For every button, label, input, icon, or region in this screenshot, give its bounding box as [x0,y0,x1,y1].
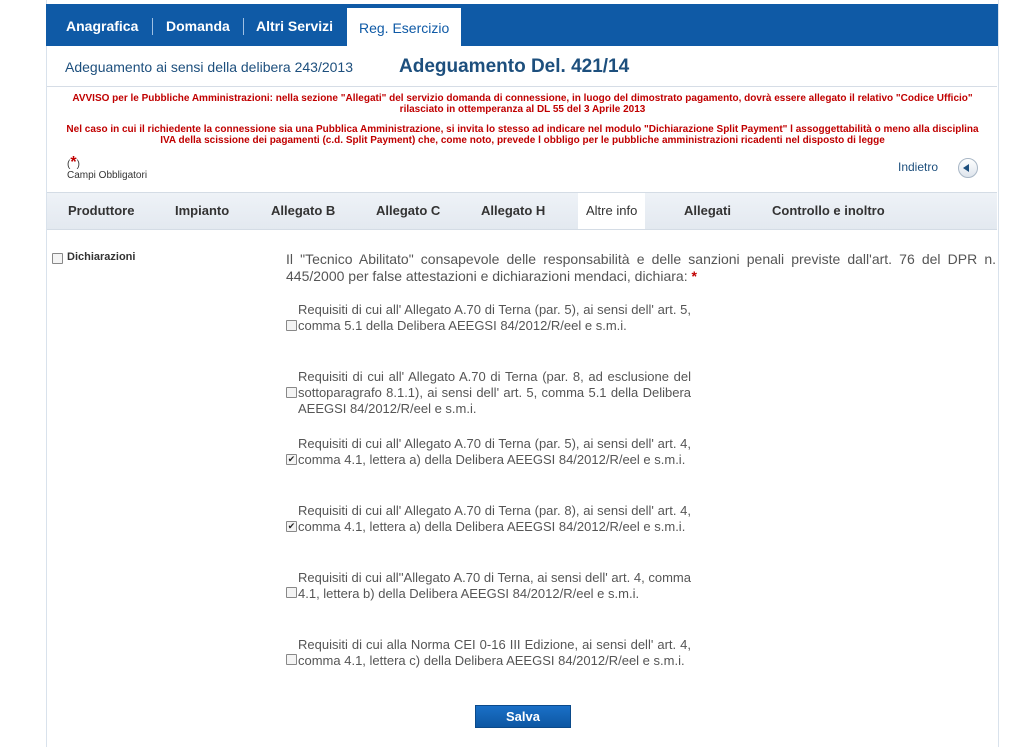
tab-controllo-inoltro[interactable]: Controllo e inoltro [772,203,885,218]
required-legend: (*) Campi Obbligatori [67,154,148,181]
required-star: * [691,268,697,284]
dichiarazioni-checkbox[interactable] [52,253,63,264]
page-title: Adeguamento Del. 421/14 [399,56,630,77]
nav-separator [243,18,244,35]
tab-anagrafica[interactable]: Anagrafica [66,18,139,34]
back-link[interactable]: Indietro [898,160,939,174]
option-checkbox-5[interactable] [286,587,297,598]
declaration-intro [286,251,996,285]
option-label-1: Requisiti di cui all' Allegato A.70 di Terna (par. 5), ai sensi dell' art. 5, comma 5.1 della Delibera AEEGSI 84/2012/R/eel e s.m.i. [298,302,691,333]
option-label-4: Requisiti di cui all' Allegato A.70 di Terna (par. 8), ai sensi dell' art. 4, comma 4.1, lettera a) della Delibera AEEGSI 84/2012/R/eel e s.m.i. [298,503,691,534]
required-legend-label: Campi Obbligatori [67,170,148,181]
divider [47,86,997,87]
tab-allegato-b[interactable]: Allegato B [271,203,336,218]
option-checkbox-1[interactable] [286,320,297,331]
tab-altri-servizi[interactable]: Altri Servizi [256,18,334,34]
option-label-2: Requisiti di cui all' Allegato A.70 di Terna (par. 8, ad esclusione del sottoparagrafo 8.1.1), ai sensi dell' art. 5, comma 5.1 della Delibera AEEGSI 84/2012/R/eel e s.m.i. [298,369,691,416]
tab-altre-info[interactable]: Altre info [578,193,645,229]
save-button[interactable]: Salva [475,705,571,728]
option-checkbox-3[interactable]: ✔ [287,454,296,464]
nav-separator [152,18,153,35]
tab-domanda[interactable]: Domanda [166,18,230,34]
warning-public-admin: AVVISO per le Pubbliche Amministrazioni: nella sezione "Allegati" del servizio domanda di connessione, in luogo del dimostrato pagamento, dovrà essere allegato il relativo "Codice Ufficio" rilasciato in ottemperanza al DL 55 del 3 Aprile 2013 [72,93,973,115]
dichiarazioni-label: Dichiarazioni [67,251,136,263]
tab-allegato-c[interactable]: Allegato C [376,203,441,218]
back-arrow-icon[interactable] [958,158,978,178]
form-tabs [47,192,997,230]
warning-split-payment: Nel caso in cui il richiedente la connessione sia una Pubblica Amministrazione, si invita lo stesso ad indicare nel modulo "Dichiarazione Split Payment" l assoggettabilità o meno alla disciplina IVA della scissione dei pagamenti (c.d. Split Payment) che, come noto, prevede l obbligo per le pubbliche amministrazioni ricadenti nel disposto di legge [66,124,979,146]
tab-produttore[interactable]: Produttore [68,203,135,218]
title-row [65,54,995,84]
option-checkbox-6[interactable] [286,654,297,665]
option-checkbox-4[interactable]: ✔ [287,521,296,531]
declaration-intro-text: Il "Tecnico Abilitato" consapevole delle responsabilità e delle sanzioni penali previste dall'art. 76 del DPR n. 445/2000 per false attestazioni e dichiarazioni mendaci, dichiara: [286,251,996,284]
option-label-5: Requisiti di cui all''Allegato A.70 di Terna, ai sensi dell' art. 4, comma 4.1, lettera b) della Delibera AEEGSI 84/2012/R/eel e s.m.i. [298,570,691,601]
top-navigation [46,4,998,46]
option-checkbox-2[interactable] [286,387,297,398]
option-label-6: Requisiti di cui alla Norma CEI 0-16 III Edizione, ai sensi dell' art. 4, comma 4.1, lettera c) della Delibera AEEGSI 84/2012/R/eel e s.m.i. [298,637,691,668]
tab-impianto[interactable]: Impianto [175,203,230,218]
tab-allegato-h[interactable]: Allegato H [481,203,546,218]
required-star: * [70,154,77,171]
page-subtitle: Adeguamento ai sensi della delibera 243/2013 [65,59,353,75]
option-label-3: Requisiti di cui all' Allegato A.70 di Terna (par. 5), ai sensi dell' art. 4, comma 4.1, lettera a) della Delibera AEEGSI 84/2012/R/eel e s.m.i. [298,436,691,467]
tab-reg-esercizio[interactable]: Reg. Esercizio [347,8,461,46]
tab-allegati[interactable]: Allegati [684,203,731,218]
